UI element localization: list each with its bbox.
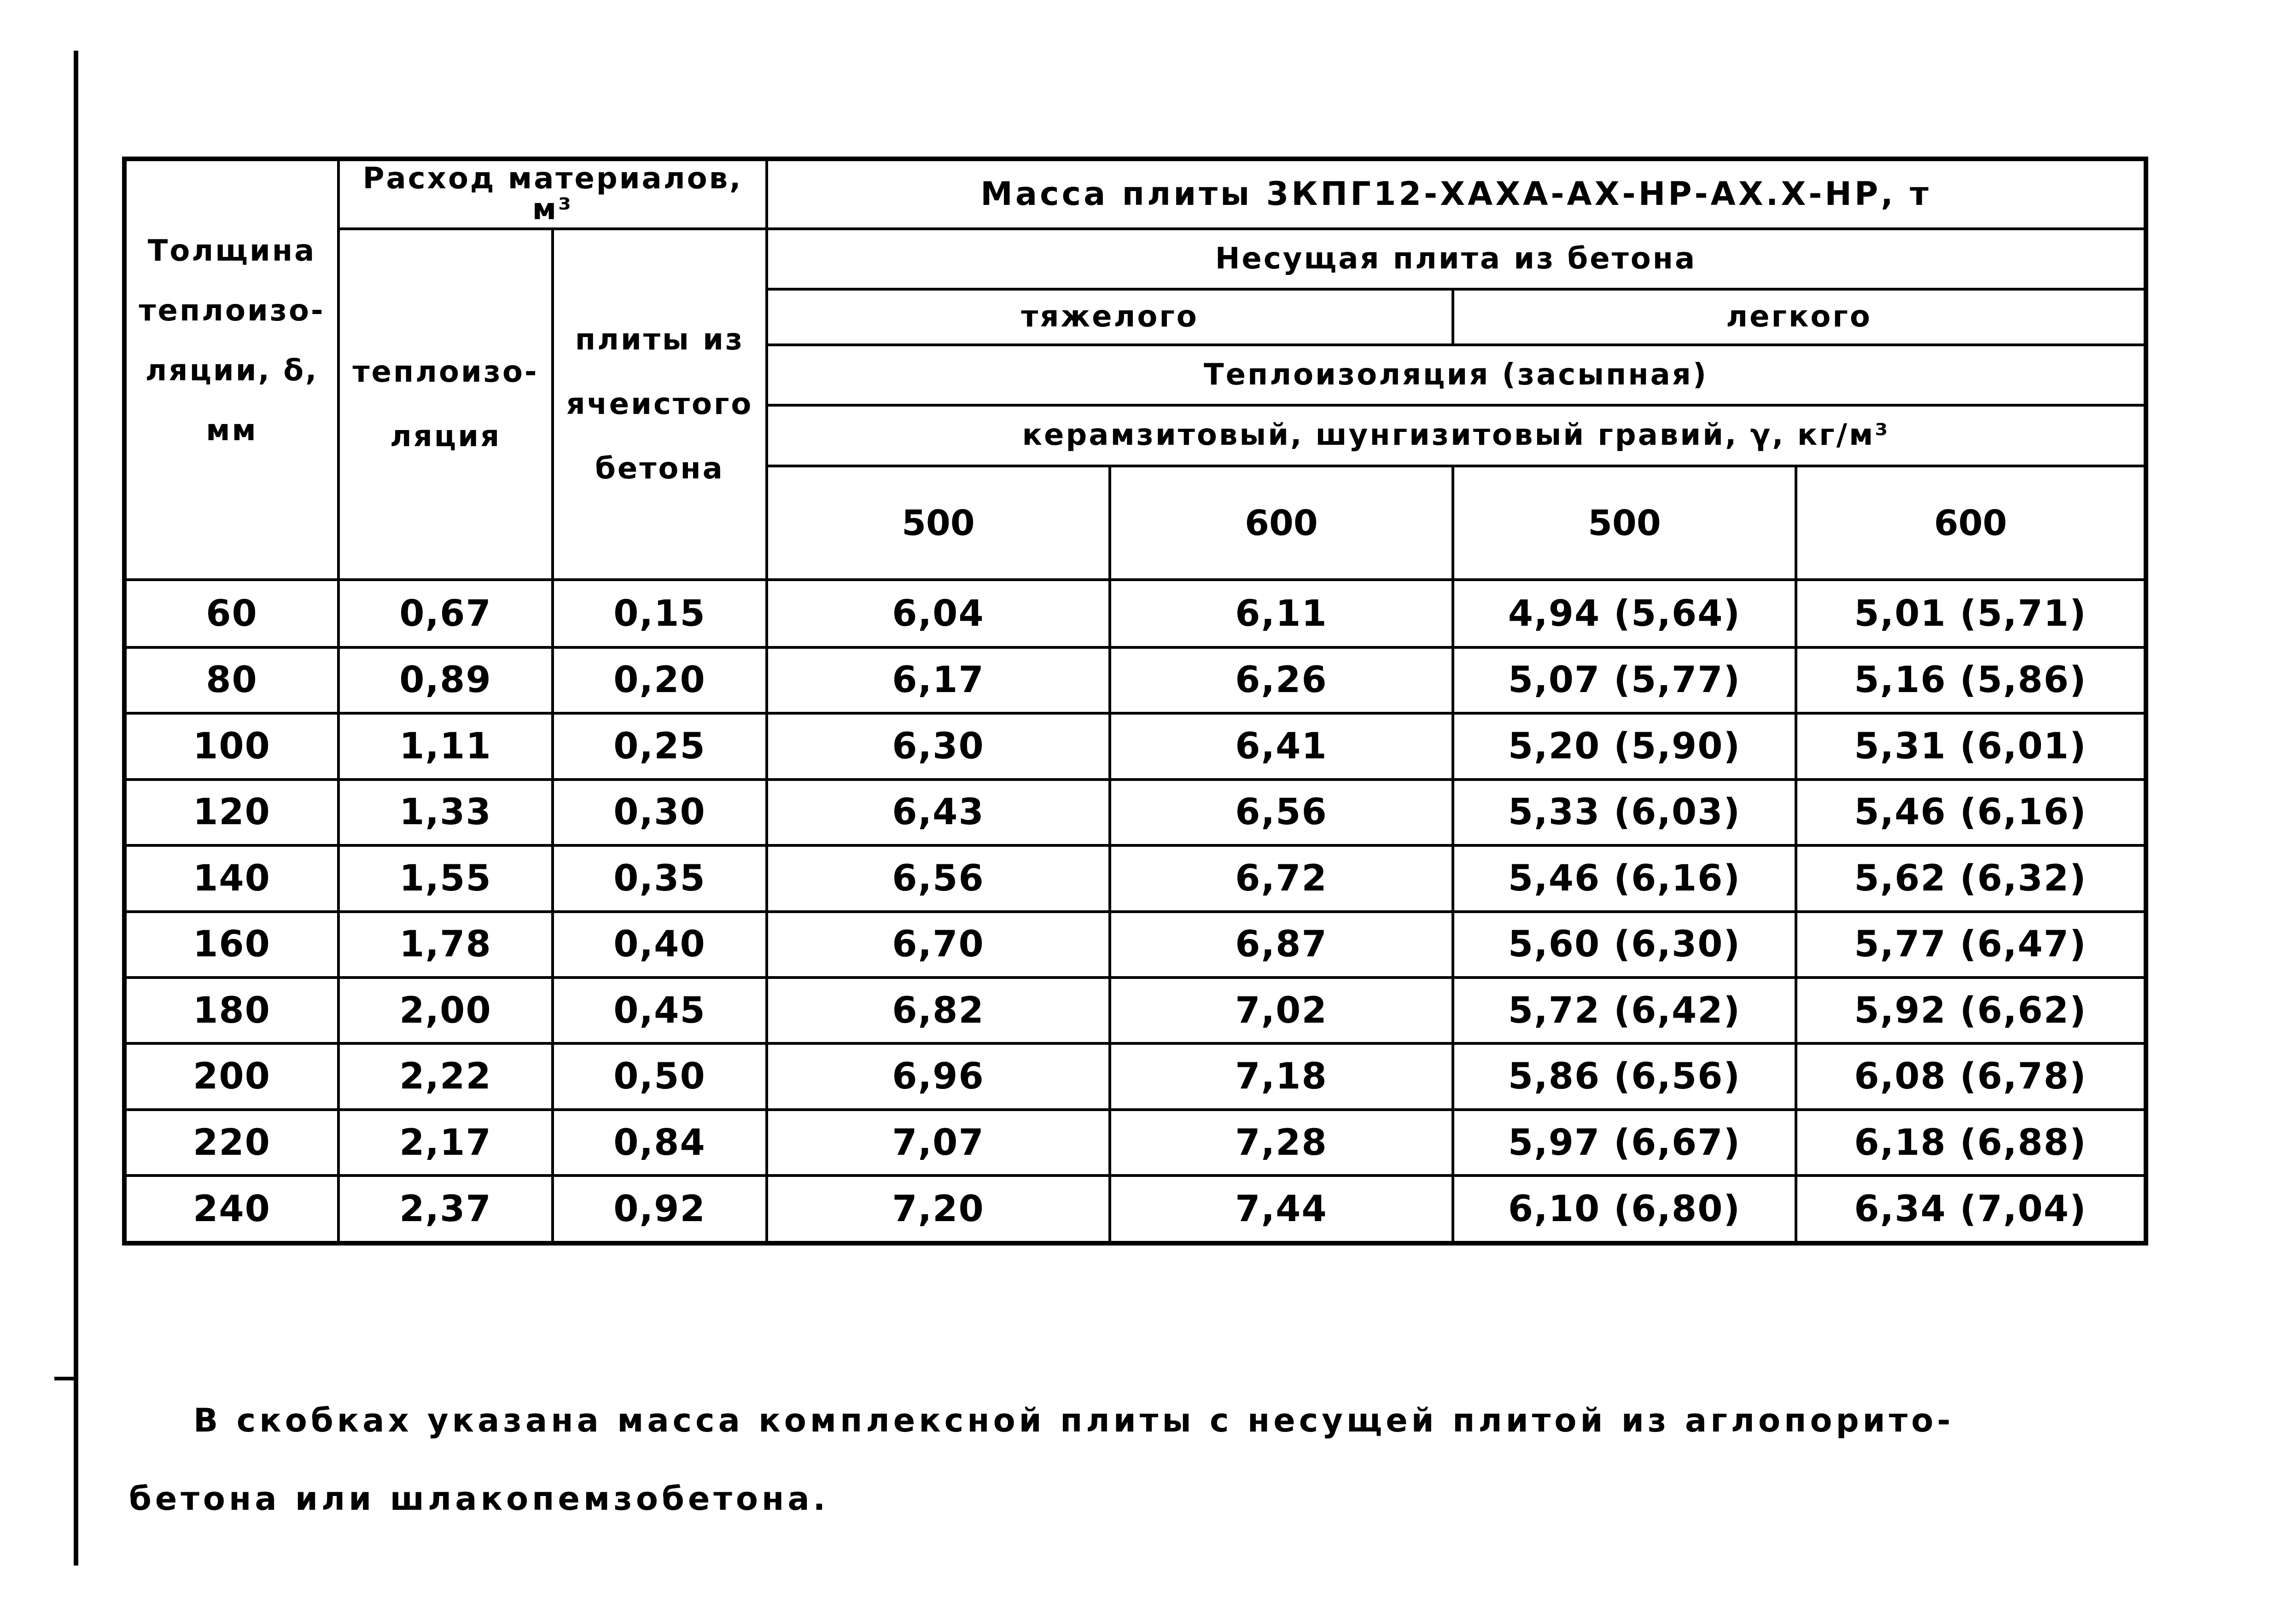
cell-heavy-500: 7,20 xyxy=(767,1176,1110,1243)
footnote-line-1: В скобках указана масса комплексной плиты с несущей плитой из аглопорито- xyxy=(193,1402,1954,1439)
cell-light-600: 5,77 (6,47) xyxy=(1796,912,2146,978)
cell-heavy-600: 7,18 xyxy=(1110,1043,1453,1109)
cell-thickness: 200 xyxy=(124,1043,338,1109)
cell-light-500: 5,20 (5,90) xyxy=(1453,713,1796,779)
cell-heavy-600: 7,28 xyxy=(1110,1110,1453,1176)
table-row xyxy=(124,1110,2146,1176)
cell-cellular: 0,45 xyxy=(553,978,767,1043)
cell-insulation: 1,78 xyxy=(338,912,553,978)
cell-insulation: 2,22 xyxy=(338,1043,553,1109)
cell-heavy-600: 6,56 xyxy=(1110,780,1453,845)
cell-light-500: 5,33 (6,03) xyxy=(1453,780,1796,845)
cell-heavy-600: 6,26 xyxy=(1110,647,1453,713)
mass-table xyxy=(122,157,2148,1246)
cell-thickness: 60 xyxy=(124,580,338,647)
margin-tick xyxy=(54,1377,78,1380)
cell-insulation: 2,17 xyxy=(338,1110,553,1176)
cell-heavy-500: 6,30 xyxy=(767,713,1110,779)
cell-heavy-600: 6,72 xyxy=(1110,845,1453,911)
cell-insulation: 0,89 xyxy=(338,647,553,713)
cell-cellular: 0,30 xyxy=(553,780,767,845)
cell-heavy-600: 7,44 xyxy=(1110,1176,1453,1243)
header-light: легкого xyxy=(1453,289,2146,345)
header-load-slab: Несущая плита из бетона xyxy=(767,229,2146,289)
cell-light-500: 5,07 (5,77) xyxy=(1453,647,1796,713)
cell-light-500: 5,46 (6,16) xyxy=(1453,845,1796,911)
table-row xyxy=(124,647,2146,713)
cell-insulation: 0,67 xyxy=(338,580,553,647)
cell-heavy-500: 6,56 xyxy=(767,845,1110,911)
header-density: 500 xyxy=(1453,466,1796,580)
cell-heavy-500: 6,43 xyxy=(767,780,1110,845)
cell-cellular: 0,20 xyxy=(553,647,767,713)
cell-light-600: 5,92 (6,62) xyxy=(1796,978,2146,1043)
cell-cellular: 0,35 xyxy=(553,845,767,911)
cell-light-500: 5,72 (6,42) xyxy=(1453,978,1796,1043)
cell-light-600: 5,62 (6,32) xyxy=(1796,845,2146,911)
table-row xyxy=(124,978,2146,1043)
cell-insulation: 2,37 xyxy=(338,1176,553,1243)
table-row xyxy=(124,1176,2146,1243)
cell-light-600: 5,16 (5,86) xyxy=(1796,647,2146,713)
cell-light-600: 5,01 (5,71) xyxy=(1796,580,2146,647)
header-materials-group: Расход материалов, м³ xyxy=(338,159,767,229)
cell-cellular: 0,15 xyxy=(553,580,767,647)
header-mass-title: Масса плиты 3КПГ12-ХАХА-АХ-НР-АХ.Х-НР, т xyxy=(767,159,2146,229)
cell-thickness: 180 xyxy=(124,978,338,1043)
cell-cellular: 0,50 xyxy=(553,1043,767,1109)
table-row xyxy=(124,580,2146,647)
cell-heavy-500: 6,04 xyxy=(767,580,1110,647)
margin-line xyxy=(74,51,78,1566)
cell-light-500: 6,10 (6,80) xyxy=(1453,1176,1796,1243)
header-heavy: тяжелого xyxy=(767,289,1453,345)
cell-light-500: 4,94 (5,64) xyxy=(1453,580,1796,647)
cell-light-600: 5,46 (6,16) xyxy=(1796,780,2146,845)
cell-thickness: 220 xyxy=(124,1110,338,1176)
cell-heavy-600: 6,41 xyxy=(1110,713,1453,779)
table-row xyxy=(124,713,2146,779)
cell-insulation: 2,00 xyxy=(338,978,553,1043)
table-row xyxy=(124,845,2146,911)
cell-heavy-500: 7,07 xyxy=(767,1110,1110,1176)
header-material-insulation: теплоизо-ляция xyxy=(338,229,553,580)
cell-heavy-600: 6,11 xyxy=(1110,580,1453,647)
header-gravel: керамзитовый, шунгизитовый гравий, γ, кг/м³ xyxy=(767,405,2146,466)
table-row xyxy=(124,780,2146,845)
cell-light-600: 6,34 (7,04) xyxy=(1796,1176,2146,1243)
cell-heavy-600: 7,02 xyxy=(1110,978,1453,1043)
cell-thickness: 140 xyxy=(124,845,338,911)
cell-cellular: 0,84 xyxy=(553,1110,767,1176)
cell-heavy-600: 6,87 xyxy=(1110,912,1453,978)
cell-light-500: 5,86 (6,56) xyxy=(1453,1043,1796,1109)
cell-light-500: 5,97 (6,67) xyxy=(1453,1110,1796,1176)
header-insulation-type: Теплоизоляция (засыпная) xyxy=(767,345,2146,405)
cell-insulation: 1,33 xyxy=(338,780,553,845)
header-density: 600 xyxy=(1796,466,2146,580)
cell-light-600: 6,18 (6,88) xyxy=(1796,1110,2146,1176)
header-density: 500 xyxy=(767,466,1110,580)
cell-thickness: 80 xyxy=(124,647,338,713)
table-row xyxy=(124,912,2146,978)
header-density: 600 xyxy=(1110,466,1453,580)
cell-thickness: 240 xyxy=(124,1176,338,1243)
cell-insulation: 1,11 xyxy=(338,713,553,779)
cell-light-600: 5,31 (6,01) xyxy=(1796,713,2146,779)
cell-cellular: 0,25 xyxy=(553,713,767,779)
cell-cellular: 0,40 xyxy=(553,912,767,978)
cell-heavy-500: 6,82 xyxy=(767,978,1110,1043)
cell-light-600: 6,08 (6,78) xyxy=(1796,1043,2146,1109)
table-row xyxy=(124,1043,2146,1109)
cell-heavy-500: 6,96 xyxy=(767,1043,1110,1109)
footnote-line-2: бетона или шлакопемзобетона. xyxy=(129,1480,829,1518)
cell-light-500: 5,60 (6,30) xyxy=(1453,912,1796,978)
footnote xyxy=(129,1381,2155,1538)
cell-cellular: 0,92 xyxy=(553,1176,767,1243)
cell-heavy-500: 6,17 xyxy=(767,647,1110,713)
cell-heavy-500: 6,70 xyxy=(767,912,1110,978)
cell-thickness: 120 xyxy=(124,780,338,845)
header-thickness: Толщина теплоизо-ляции, δ, мм xyxy=(124,159,338,580)
cell-thickness: 100 xyxy=(124,713,338,779)
cell-thickness: 160 xyxy=(124,912,338,978)
header-material-cellular: плиты из ячеистого бетона xyxy=(553,229,767,580)
cell-insulation: 1,55 xyxy=(338,845,553,911)
